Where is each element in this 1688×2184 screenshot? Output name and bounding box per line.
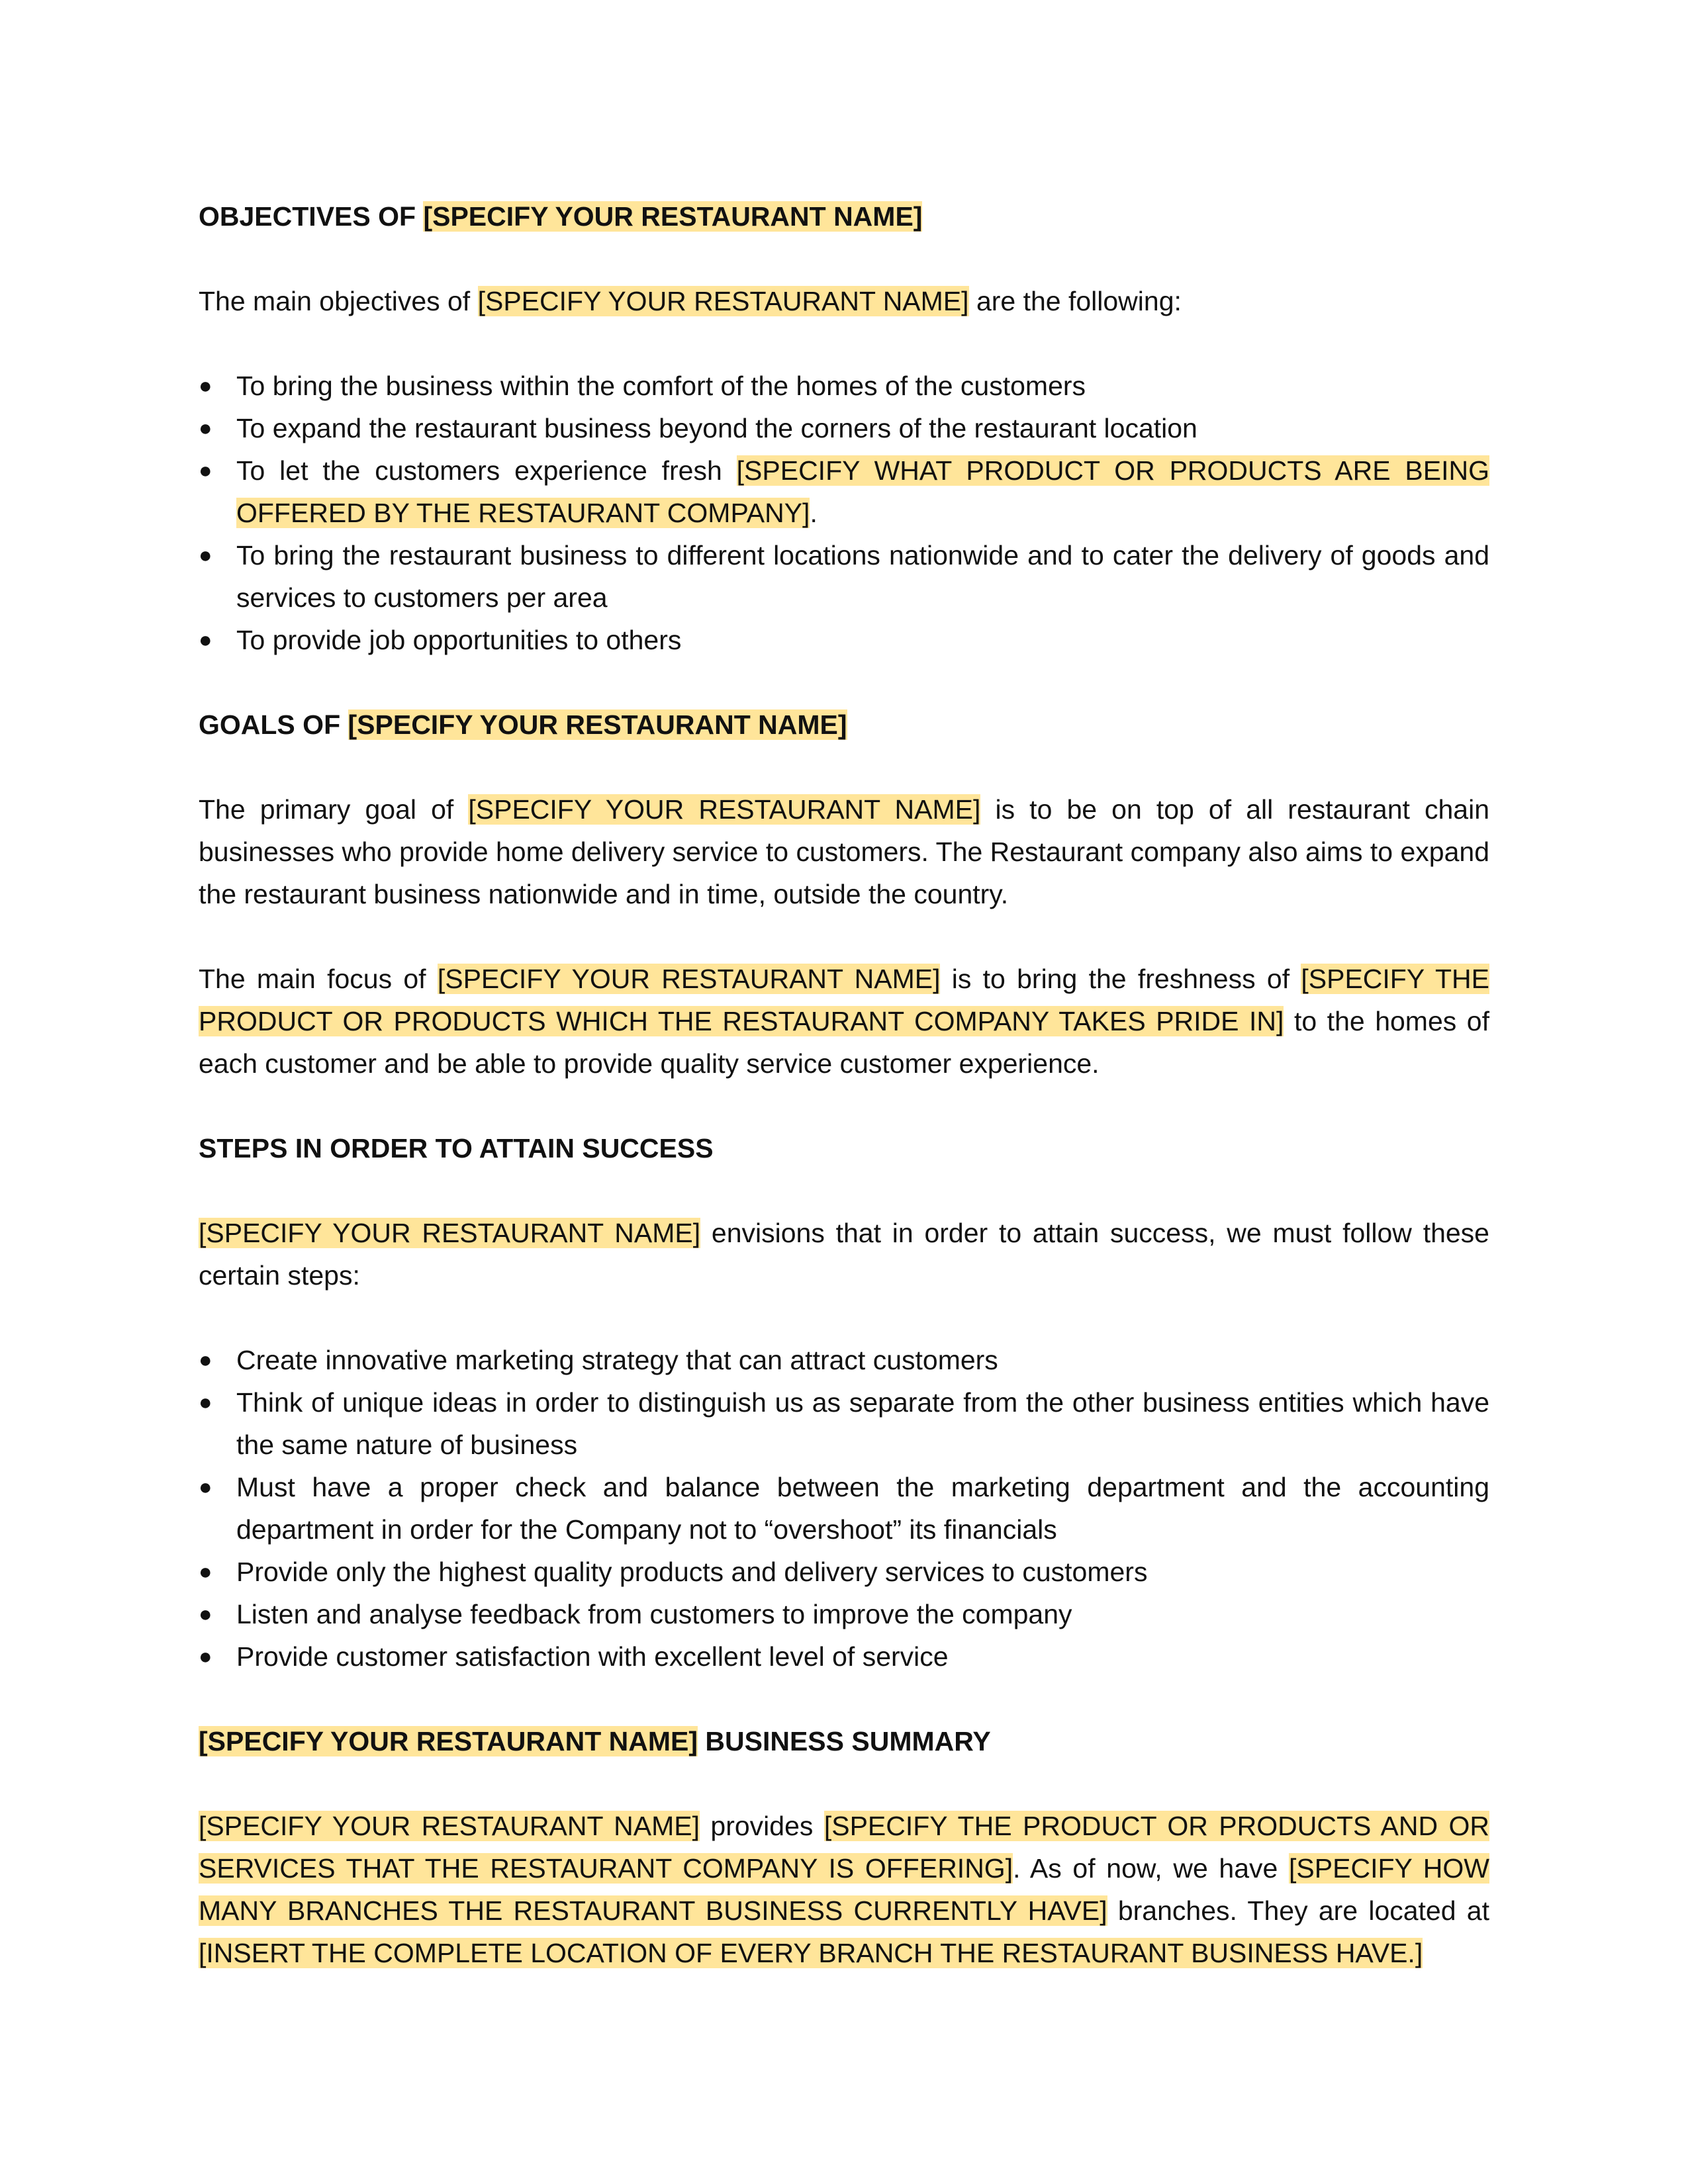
list-item-text: Provide customer satisfaction with excellent level of service bbox=[236, 1641, 949, 1672]
paragraph-text: The primary goal of bbox=[199, 794, 469, 825]
bullet-icon: ● bbox=[199, 1644, 212, 1669]
product-placeholder: [SPECIFY THE PRODUCT OR PRODUCTS AND OR SERVICES THAT THE RESTAURANT COMPANY IS OFFERING] bbox=[199, 1811, 1489, 1884]
list-item-text: To let the customers experience fresh bbox=[236, 455, 737, 486]
paragraph-text: . As of now, we have bbox=[1013, 1853, 1289, 1884]
list-item-text: Listen and analyse feedback from customers to improve the company bbox=[236, 1599, 1072, 1629]
bullet-icon: ● bbox=[199, 416, 212, 441]
restaurant-name-placeholder: [SPECIFY YOUR RESTAURANT NAME] bbox=[199, 1726, 698, 1756]
restaurant-name-placeholder: [SPECIFY YOUR RESTAURANT NAME] bbox=[423, 201, 923, 232]
summary-heading-suffix: BUSINESS SUMMARY bbox=[698, 1726, 991, 1756]
product-placeholder: [SPECIFY THE PRODUCT OR PRODUCTS WHICH THE RESTAURANT COMPANY TAKES PRIDE IN] bbox=[199, 964, 1489, 1036]
branch-count-placeholder: [SPECIFY HOW MANY BRANCHES THE RESTAURANT BUSINESS CURRENTLY HAVE] bbox=[199, 1853, 1489, 1926]
list-item-text: To bring the business within the comfort of the homes of the customers bbox=[236, 371, 1086, 401]
objectives-list bbox=[199, 365, 1489, 661]
list-item-text: To provide job opportunities to others bbox=[236, 625, 682, 655]
restaurant-name-placeholder: [SPECIFY YOUR RESTAURANT NAME] bbox=[348, 709, 847, 740]
objectives-heading-prefix: OBJECTIVES OF bbox=[199, 201, 424, 232]
bullet-icon: ● bbox=[199, 1475, 212, 1500]
paragraph-text: is to bring the freshness of bbox=[940, 964, 1301, 994]
objectives-intro-prefix: The main objectives of bbox=[199, 286, 478, 316]
list-item bbox=[199, 619, 1489, 661]
list-item bbox=[199, 1466, 1489, 1551]
objectives-intro-suffix: are the following: bbox=[968, 286, 1182, 316]
list-item bbox=[199, 534, 1489, 619]
paragraph-text: branches. They are located at bbox=[1107, 1895, 1489, 1926]
restaurant-name-placeholder: [SPECIFY YOUR RESTAURANT NAME] bbox=[199, 1218, 701, 1248]
goals-heading-prefix: GOALS OF bbox=[199, 709, 348, 740]
bullet-icon: ● bbox=[199, 1347, 212, 1373]
bullet-icon: ● bbox=[199, 1602, 212, 1627]
branch-location-placeholder: [INSERT THE COMPLETE LOCATION OF EVERY BRANCH THE RESTAURANT BUSINESS HAVE.] bbox=[199, 1938, 1423, 1968]
steps-list bbox=[199, 1339, 1489, 1678]
list-item bbox=[199, 1635, 1489, 1678]
list-item-text: Must have a proper check and balance between the marketing department and the accounting department in order for the Company not to “overshoot” its financials bbox=[236, 1472, 1489, 1545]
list-item bbox=[199, 1339, 1489, 1381]
list-item bbox=[199, 1381, 1489, 1466]
paragraph-text: to the homes of each customer and be able to provide quality service customer experience. bbox=[199, 1006, 1489, 1079]
document-page bbox=[199, 195, 1489, 1974]
paragraph-text: is to be on top of all restaurant chain businesses who provide home delivery service to customers. The Restaurant company also aims to expand the restaurant business nationwide and in time, outside the country. bbox=[199, 794, 1489, 909]
list-item-text: Create innovative marketing strategy that can attract customers bbox=[236, 1345, 998, 1375]
paragraph-text: The main focus of bbox=[199, 964, 438, 994]
bullet-icon: ● bbox=[199, 543, 212, 568]
bullet-icon: ● bbox=[199, 627, 212, 653]
list-item bbox=[199, 407, 1489, 449]
paragraph-text: envisions that in order to attain success, we must follow these certain steps: bbox=[199, 1218, 1489, 1291]
objectives-heading bbox=[199, 195, 1489, 238]
bullet-icon: ● bbox=[199, 458, 212, 483]
bullet-icon: ● bbox=[199, 373, 212, 398]
summary-heading bbox=[199, 1720, 1489, 1762]
restaurant-name-placeholder: [SPECIFY YOUR RESTAURANT NAME] bbox=[199, 1811, 700, 1841]
list-item bbox=[199, 1551, 1489, 1593]
bullet-icon: ● bbox=[199, 1559, 212, 1584]
steps-heading: STEPS IN ORDER TO ATTAIN SUCCESS bbox=[199, 1133, 714, 1163]
list-item-text: To expand the restaurant business beyond the corners of the restaurant location bbox=[236, 413, 1197, 443]
summary-paragraph bbox=[199, 1805, 1489, 1974]
steps-intro bbox=[199, 1212, 1489, 1297]
restaurant-name-placeholder: [SPECIFY YOUR RESTAURANT NAME] bbox=[437, 964, 941, 994]
goals-paragraph-2 bbox=[199, 958, 1489, 1085]
list-item-text: To bring the restaurant business to different locations nationwide and to cater the delivery of goods and services to customers per area bbox=[236, 540, 1489, 613]
bullet-icon: ● bbox=[199, 1390, 212, 1415]
list-item-text: . bbox=[810, 498, 818, 528]
product-placeholder: [SPECIFY WHAT PRODUCT OR PRODUCTS ARE BEING OFFERED BY THE RESTAURANT COMPANY] bbox=[236, 455, 1490, 528]
paragraph-text: provides bbox=[700, 1811, 824, 1841]
list-item bbox=[199, 1593, 1489, 1635]
list-item bbox=[199, 449, 1489, 534]
list-item-text: Think of unique ideas in order to distinguish us as separate from the other business entities which have the same nature of business bbox=[236, 1387, 1489, 1460]
goals-paragraph-1 bbox=[199, 788, 1489, 915]
list-item bbox=[199, 365, 1489, 407]
list-item-text: Provide only the highest quality products and delivery services to customers bbox=[236, 1557, 1148, 1587]
goals-heading bbox=[199, 704, 1489, 746]
restaurant-name-placeholder: [SPECIFY YOUR RESTAURANT NAME] bbox=[468, 794, 981, 825]
objectives-intro bbox=[199, 280, 1489, 322]
restaurant-name-placeholder: [SPECIFY YOUR RESTAURANT NAME] bbox=[477, 286, 969, 316]
